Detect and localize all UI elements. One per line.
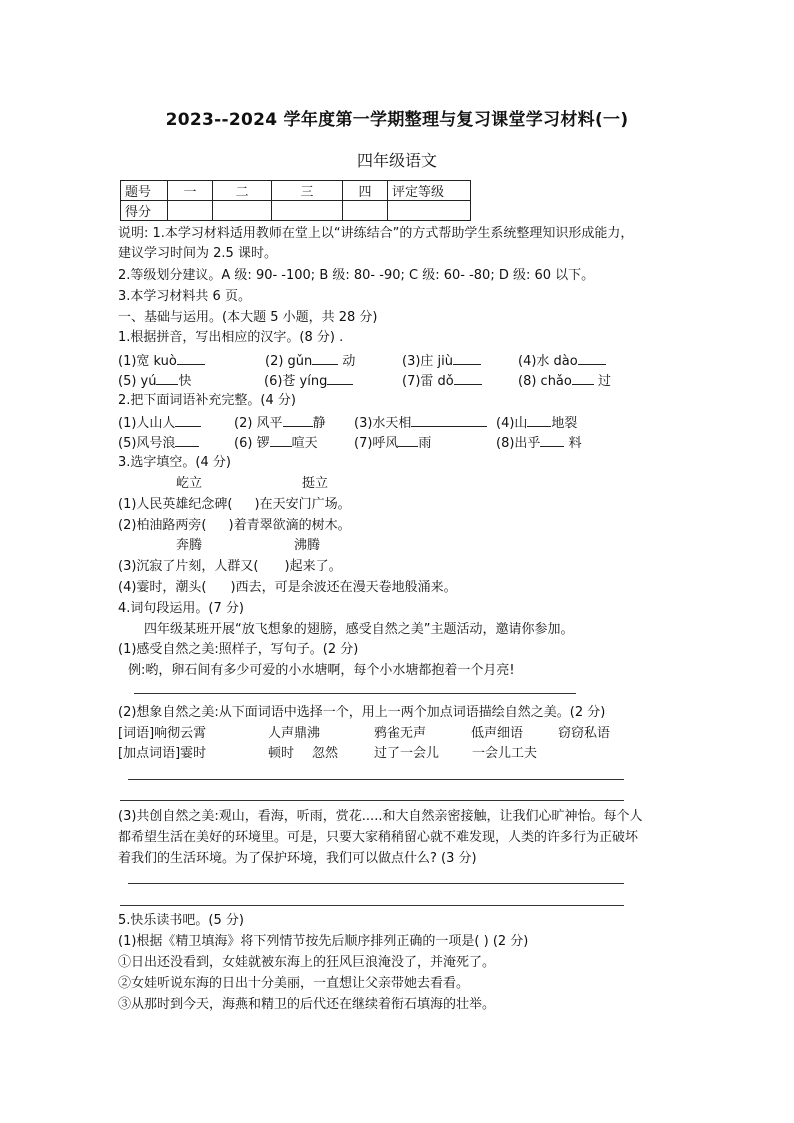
sentence-text: )起来了。: [284, 559, 342, 574]
q1-item-label: (4)水 dào: [518, 354, 578, 369]
q5-part-1-title: (1)根据《精卫填海》将下列情节按先后顺序排列正确的一项是( ) (2 分): [118, 934, 529, 949]
answer-blank[interactable]: [175, 413, 201, 427]
q2-item-1: [118, 413, 201, 433]
q2-item-label: (5)风号浪: [118, 436, 176, 451]
q2-item-label: (7)呼风: [354, 436, 399, 451]
score-header-cell: 四: [343, 181, 388, 201]
q2-item-suffix: 雨: [418, 436, 432, 451]
q2-item-label: (6) 锣: [234, 436, 270, 451]
dotted-word-item: 忽然: [312, 746, 339, 761]
score-table-header-row: [121, 181, 471, 201]
q4-part-3-line-1: (3)共创自然之美:观山，看海，听雨，赏花.....和大自然亲密接触，让我们心旷神怡。每个人: [118, 809, 643, 824]
q5-option-1: ①日出还没看到，女娃就被东海上的狂风巨浪淹没了，并淹死了。: [118, 955, 496, 970]
sentence-text: (4)霎时，潮头(: [118, 580, 207, 595]
q3-word-option: 屹立: [176, 476, 203, 491]
answer-line[interactable]: [120, 800, 624, 801]
q1-item-4: [518, 351, 606, 371]
q1-row-2: [118, 371, 678, 389]
answer-blank[interactable]: [156, 371, 178, 385]
score-header-cell: 二: [213, 181, 272, 201]
q3-sentence-1: [118, 496, 351, 514]
score-header-cell: 一: [168, 181, 213, 201]
dotted-word-item: 过了一会儿: [374, 746, 440, 761]
dotted-word-item: 一会儿工夫: [472, 746, 538, 761]
answer-blank[interactable]: [453, 351, 481, 365]
q2-item-label: (2) 风平: [234, 416, 283, 431]
answer-line[interactable]: [128, 883, 624, 884]
word-bank-item: 低声细语: [471, 726, 524, 741]
sentence-text: )西去，可是余波还在漫天卷地般涌来。: [230, 580, 457, 595]
q3-sentence-2: [118, 517, 351, 535]
score-header-cell: 题号: [121, 181, 168, 201]
q1-item-suffix: 动: [342, 354, 356, 369]
q3-word-option: 沸腾: [294, 538, 321, 553]
answer-blank[interactable]: [327, 371, 353, 385]
q1-item-label: (7)雷 dǒ: [402, 374, 454, 389]
q1-item-5: [118, 371, 192, 391]
q2-item-6: [234, 433, 318, 453]
score-cell[interactable]: [272, 201, 343, 221]
q2-item-suffix: 料: [568, 436, 582, 451]
q3-word-option: 挺立: [302, 476, 329, 491]
q1-item-label: (5) yú: [118, 374, 157, 389]
q2-item-label: (8)出乎: [496, 436, 541, 451]
q2-item-8: [496, 433, 582, 453]
answer-blank[interactable]: [175, 433, 199, 447]
answer-line[interactable]: [128, 779, 624, 780]
sentence-text: (2)柏油路两旁(: [118, 518, 207, 533]
answer-blank[interactable]: [270, 433, 292, 447]
note-1-line-2: 建议学习时间为 2.5 课时。: [118, 246, 277, 261]
q4-intro: 四年级某班开展“放飞想象的翅膀，感受自然之美”主题活动，邀请你参加。: [144, 622, 574, 637]
answer-blank[interactable]: [398, 433, 418, 447]
answer-blank[interactable]: [312, 351, 338, 365]
q1-item-suffix: 快: [178, 374, 192, 389]
answer-blank[interactable]: [411, 413, 487, 427]
word-bank-item: 鸦雀无声: [374, 726, 427, 741]
q2-item-label: (1)人山人: [118, 416, 176, 431]
score-table: [120, 180, 471, 221]
answer-line[interactable]: [120, 905, 624, 906]
q2-item-5: [118, 433, 199, 453]
q2-item-label: (3)水天相: [354, 416, 412, 431]
sentence-text: (1)人民英雄纪念碑(: [118, 497, 233, 512]
answer-blank[interactable]: [572, 371, 594, 385]
answer-blank[interactable]: [578, 351, 606, 365]
q4-part-2-title: (2)想象自然之美:从下面词语中选择一个，用上一两个加点词语描绘自然之美。(2 分): [118, 705, 606, 720]
answer-blank[interactable]: [540, 433, 564, 447]
q3-sentence-3: [118, 558, 342, 576]
answer-blank[interactable]: [177, 351, 205, 365]
q4-word-bank: [118, 725, 678, 743]
q1-item-1: [118, 351, 205, 371]
q1-item-label: (6)苍 yíng: [264, 374, 328, 389]
q2-row-1: [118, 413, 678, 431]
q2-item-4: [496, 413, 577, 433]
score-cell[interactable]: [388, 201, 471, 221]
q1-item-3: [402, 351, 481, 371]
q1-title: 1.根据拼音，写出相应的汉字。(8 分) .: [118, 330, 344, 345]
q2-item-2: [234, 413, 326, 433]
dotted-words-label: [加点词语]霎时: [118, 746, 207, 761]
answer-blank[interactable]: [527, 413, 551, 427]
score-row-label: 得分: [121, 201, 168, 221]
q4-title: 4.词句段运用。(7 分): [118, 601, 244, 616]
sentence-text: )着青翠欲滴的树木。: [228, 518, 351, 533]
q2-row-2: [118, 433, 678, 451]
q1-item-2: [265, 351, 355, 371]
word-bank-item: 窃窃私语: [558, 726, 611, 741]
sentence-text: )在天安门广场。: [254, 497, 351, 512]
score-cell[interactable]: [168, 201, 213, 221]
q4-part-1-example: 例:哟，卵石间有多少可爱的小水塘啊，每个小水塘都抱着一个月亮!: [128, 663, 515, 678]
q3-sentence-4: [118, 579, 457, 597]
q4-part-3-line-3: 着我们的生活环境。为了保护环境，我们可以做点什么? (3 分): [118, 851, 477, 866]
q5-option-2: ②女娃听说东海的日出十分美丽，一直想让父亲带她去看看。: [118, 976, 470, 991]
q1-item-label: (2) gǔn: [265, 354, 313, 369]
q5-option-3: ③从那时到今天，海燕和精卫的后代还在继续着衔石填海的壮举。: [118, 997, 496, 1012]
page-subtitle: 四年级语文: [356, 151, 437, 170]
sentence-text: (3)沉寂了片刻，人群又(: [118, 559, 259, 574]
q2-title: 2.把下面词语补充完整。(4 分): [118, 393, 296, 408]
page-title: 2023--2024 学年度第一学期整理与复习课堂学习材料(一): [165, 110, 629, 130]
q1-item-7: [402, 371, 482, 391]
q1-item-label: (8) chǎo: [518, 374, 572, 389]
q2-item-suffix: 喧天: [291, 436, 318, 451]
q3-word-option: 奔腾: [176, 538, 203, 553]
note-3: 3.本学习材料共 6 页。: [118, 289, 251, 304]
score-header-cell: 三: [272, 181, 343, 201]
q1-item-label: (1)宽 kuò: [118, 354, 177, 369]
word-bank-item: 人声鼎沸: [268, 726, 321, 741]
q1-item-label: (3)庄 jiù: [402, 354, 454, 369]
q4-part-1-title: (1)感受自然之美:照样子，写句子。(2 分): [118, 642, 359, 657]
q2-item-3: [354, 413, 487, 433]
answer-line[interactable]: [134, 693, 576, 694]
score-cell[interactable]: [213, 201, 272, 221]
note-2: 2.等级划分建议。A 级: 90- -100; B 级: 80- -90; C 级: 60- -80; D 级: 60 以下。: [118, 268, 595, 283]
q2-item-label: (4)山: [496, 416, 528, 431]
q4-part-3-line-2: 都希望生活在美好的环境里。可是，只要大家稍稍留心就不难发现，人类的许多行为正破坏: [118, 830, 639, 845]
score-table-score-row: [121, 201, 471, 221]
score-header-cell: 评定等级: [388, 181, 471, 201]
q1-item-8: [518, 371, 611, 391]
word-bank-label: [词语]响彻云霄: [118, 726, 207, 741]
q2-item-suffix: 地裂: [551, 416, 578, 431]
note-1-line-1: 说明: 1.本学习材料适用教师在堂上以“讲练结合”的方式帮助学生系统整理知识形成能力，: [118, 226, 634, 241]
section-1-heading: 一、基础与运用。(本大题 5 小题，共 28 分): [118, 310, 378, 325]
q2-item-7: [354, 433, 431, 453]
q2-item-suffix: 静: [312, 416, 326, 431]
q1-item-suffix: 过: [598, 374, 612, 389]
q1-row-1: [118, 351, 678, 369]
score-cell[interactable]: [343, 201, 388, 221]
q3-title: 3.选字填空。(4 分): [118, 455, 231, 470]
dotted-word-item: 顿时: [268, 746, 295, 761]
answer-blank[interactable]: [454, 371, 482, 385]
answer-blank[interactable]: [283, 413, 313, 427]
q5-title: 5.快乐读书吧。(5 分): [118, 913, 244, 928]
q4-dotted-words: [118, 745, 678, 763]
q1-item-6: [264, 371, 353, 391]
